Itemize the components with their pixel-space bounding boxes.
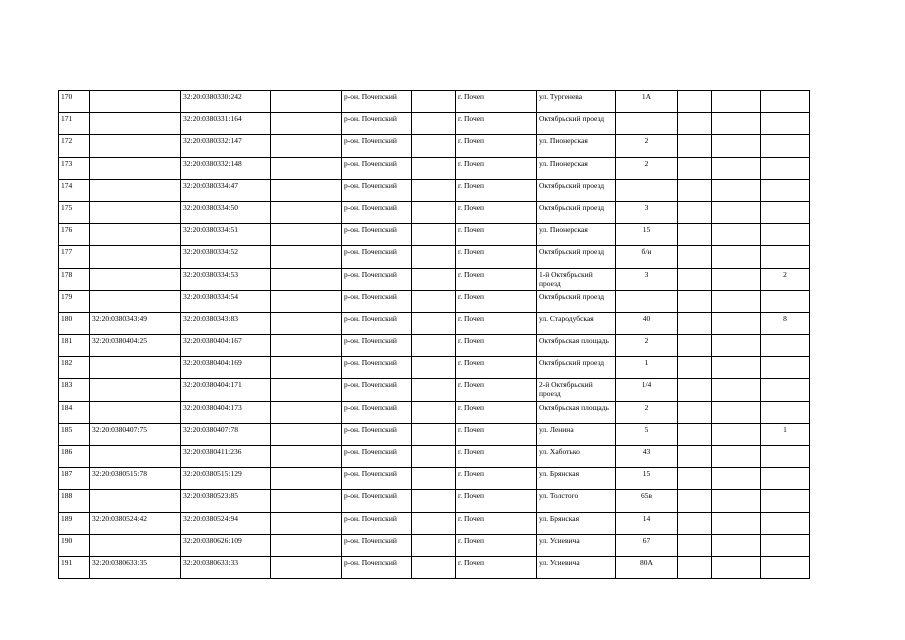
previous-cadastral-number-cell bbox=[90, 135, 181, 157]
street-cell: Октябрьская площадь bbox=[537, 401, 616, 423]
table-row bbox=[59, 91, 810, 113]
house-number-cell: 2 bbox=[616, 401, 678, 423]
table-row bbox=[59, 401, 810, 423]
extra-value-cell bbox=[761, 179, 810, 201]
empty-cell bbox=[271, 379, 342, 401]
row-number-cell: 189 bbox=[59, 512, 90, 534]
empty-cell bbox=[271, 512, 342, 534]
house-number-cell: 1/4 bbox=[616, 379, 678, 401]
row-number-cell: 178 bbox=[59, 268, 90, 290]
empty-cell bbox=[712, 423, 761, 445]
row-number-cell: 171 bbox=[59, 113, 90, 135]
extra-value-cell bbox=[761, 490, 810, 512]
previous-cadastral-number-cell: 32:20:0380407:75 bbox=[90, 423, 181, 445]
street-cell: ул. Пионерская bbox=[537, 224, 616, 246]
district-cell: р-он. Почепский bbox=[342, 379, 412, 401]
empty-cell bbox=[271, 335, 342, 357]
empty-cell bbox=[712, 335, 761, 357]
empty-cell bbox=[412, 468, 456, 490]
empty-cell bbox=[712, 401, 761, 423]
empty-cell bbox=[412, 201, 456, 223]
empty-cell bbox=[412, 268, 456, 290]
empty-cell bbox=[678, 468, 712, 490]
previous-cadastral-number-cell bbox=[90, 290, 181, 312]
empty-cell bbox=[678, 446, 712, 468]
empty-cell bbox=[412, 401, 456, 423]
cadastral-number-cell: 32:20:0380334:47 bbox=[181, 179, 271, 201]
empty-cell bbox=[412, 556, 456, 578]
empty-cell bbox=[412, 534, 456, 556]
street-cell: Октябрьская площадь bbox=[537, 335, 616, 357]
empty-cell bbox=[412, 512, 456, 534]
house-number-cell: 15 bbox=[616, 224, 678, 246]
empty-cell bbox=[712, 290, 761, 312]
street-cell: ул. Брянская bbox=[537, 512, 616, 534]
extra-value-cell: 8 bbox=[761, 312, 810, 334]
town-cell: г. Почеп bbox=[456, 290, 537, 312]
empty-cell bbox=[271, 401, 342, 423]
previous-cadastral-number-cell: 32:20:0380524:42 bbox=[90, 512, 181, 534]
empty-cell bbox=[712, 246, 761, 268]
row-number-cell: 173 bbox=[59, 157, 90, 179]
house-number-cell bbox=[616, 179, 678, 201]
empty-cell bbox=[271, 556, 342, 578]
empty-cell bbox=[271, 224, 342, 246]
cadastral-number-cell: 32:20:0380404:167 bbox=[181, 335, 271, 357]
previous-cadastral-number-cell bbox=[90, 224, 181, 246]
cadastral-number-cell: 32:20:0380330:242 bbox=[181, 91, 271, 113]
town-cell: г. Почеп bbox=[456, 357, 537, 379]
cadastral-number-cell: 32:20:0380404:171 bbox=[181, 379, 271, 401]
empty-cell bbox=[678, 179, 712, 201]
row-number-cell: 183 bbox=[59, 379, 90, 401]
cadastral-number-cell: 32:20:0380411:236 bbox=[181, 446, 271, 468]
empty-cell bbox=[412, 113, 456, 135]
district-cell: р-он. Почепский bbox=[342, 91, 412, 113]
house-number-cell: 1А bbox=[616, 91, 678, 113]
cadastral-number-cell: 32:20:0380343:83 bbox=[181, 312, 271, 334]
empty-cell bbox=[412, 490, 456, 512]
empty-cell bbox=[712, 135, 761, 157]
row-number-cell: 187 bbox=[59, 468, 90, 490]
table-row bbox=[59, 468, 810, 490]
table-row bbox=[59, 268, 810, 290]
extra-value-cell bbox=[761, 468, 810, 490]
house-number-cell: 3 bbox=[616, 268, 678, 290]
empty-cell bbox=[712, 179, 761, 201]
row-number-cell: 182 bbox=[59, 357, 90, 379]
empty-cell bbox=[712, 312, 761, 334]
empty-cell bbox=[271, 113, 342, 135]
empty-cell bbox=[678, 91, 712, 113]
row-number-cell: 190 bbox=[59, 534, 90, 556]
street-cell: Октябрьский проезд bbox=[537, 357, 616, 379]
town-cell: г. Почеп bbox=[456, 379, 537, 401]
district-cell: р-он. Почепский bbox=[342, 224, 412, 246]
extra-value-cell: 1 bbox=[761, 423, 810, 445]
empty-cell bbox=[712, 157, 761, 179]
district-cell: р-он. Почепский bbox=[342, 468, 412, 490]
empty-cell bbox=[712, 446, 761, 468]
town-cell: г. Почеп bbox=[456, 224, 537, 246]
empty-cell bbox=[678, 490, 712, 512]
house-number-cell: 2 bbox=[616, 335, 678, 357]
street-cell: 1-й Октябрьский проезд bbox=[537, 268, 616, 290]
row-number-cell: 177 bbox=[59, 246, 90, 268]
empty-cell bbox=[412, 446, 456, 468]
previous-cadastral-number-cell: 32:20:0380404:25 bbox=[90, 335, 181, 357]
row-number-cell: 181 bbox=[59, 335, 90, 357]
cadastral-number-cell: 32:20:0380515:129 bbox=[181, 468, 271, 490]
empty-cell bbox=[412, 135, 456, 157]
district-cell: р-он. Почепский bbox=[342, 446, 412, 468]
cadastral-number-cell: 32:20:0380524:94 bbox=[181, 512, 271, 534]
street-cell: Октябрьский проезд bbox=[537, 290, 616, 312]
town-cell: г. Почеп bbox=[456, 512, 537, 534]
cadastral-number-cell: 32:20:0380332:147 bbox=[181, 135, 271, 157]
district-cell: р-он. Почепский bbox=[342, 357, 412, 379]
town-cell: г. Почеп bbox=[456, 268, 537, 290]
house-number-cell: 80А bbox=[616, 556, 678, 578]
previous-cadastral-number-cell bbox=[90, 357, 181, 379]
empty-cell bbox=[678, 512, 712, 534]
street-cell: Октябрьский проезд bbox=[537, 179, 616, 201]
empty-cell bbox=[271, 157, 342, 179]
empty-cell bbox=[678, 357, 712, 379]
extra-value-cell bbox=[761, 512, 810, 534]
empty-cell bbox=[412, 423, 456, 445]
empty-cell bbox=[412, 157, 456, 179]
town-cell: г. Почеп bbox=[456, 201, 537, 223]
empty-cell bbox=[412, 179, 456, 201]
town-cell: г. Почеп bbox=[456, 335, 537, 357]
town-cell: г. Почеп bbox=[456, 179, 537, 201]
district-cell: р-он. Почепский bbox=[342, 201, 412, 223]
extra-value-cell bbox=[761, 113, 810, 135]
empty-cell bbox=[271, 91, 342, 113]
cadastral-number-cell: 32:20:0380334:54 bbox=[181, 290, 271, 312]
town-cell: г. Почеп bbox=[456, 157, 537, 179]
table-row bbox=[59, 246, 810, 268]
row-number-cell: 170 bbox=[59, 91, 90, 113]
street-cell: Октябрьский проезд bbox=[537, 246, 616, 268]
row-number-cell: 176 bbox=[59, 224, 90, 246]
empty-cell bbox=[271, 201, 342, 223]
empty-cell bbox=[678, 290, 712, 312]
previous-cadastral-number-cell: 32:20:0380343:49 bbox=[90, 312, 181, 334]
table-row bbox=[59, 490, 810, 512]
row-number-cell: 188 bbox=[59, 490, 90, 512]
empty-cell bbox=[271, 179, 342, 201]
district-cell: р-он. Почепский bbox=[342, 179, 412, 201]
street-cell: ул. Хаботько bbox=[537, 446, 616, 468]
empty-cell bbox=[678, 224, 712, 246]
empty-cell bbox=[712, 534, 761, 556]
row-number-cell: 172 bbox=[59, 135, 90, 157]
previous-cadastral-number-cell bbox=[90, 534, 181, 556]
empty-cell bbox=[271, 246, 342, 268]
street-cell: 2-й Октябрьский проезд bbox=[537, 379, 616, 401]
table-row bbox=[59, 113, 810, 135]
extra-value-cell bbox=[761, 556, 810, 578]
empty-cell bbox=[712, 468, 761, 490]
cadastral-number-cell: 32:20:0380626:109 bbox=[181, 534, 271, 556]
house-number-cell: 40 bbox=[616, 312, 678, 334]
street-cell: ул. Ленина bbox=[537, 423, 616, 445]
empty-cell bbox=[412, 379, 456, 401]
extra-value-cell bbox=[761, 534, 810, 556]
district-cell: р-он. Почепский bbox=[342, 401, 412, 423]
cadastral-number-cell: 32:20:0380331:164 bbox=[181, 113, 271, 135]
empty-cell bbox=[271, 423, 342, 445]
street-cell: ул. Пионерская bbox=[537, 157, 616, 179]
empty-cell bbox=[412, 335, 456, 357]
house-number-cell: 3 bbox=[616, 201, 678, 223]
empty-cell bbox=[412, 246, 456, 268]
row-number-cell: 180 bbox=[59, 312, 90, 334]
empty-cell bbox=[712, 512, 761, 534]
table-row bbox=[59, 224, 810, 246]
district-cell: р-он. Почепский bbox=[342, 312, 412, 334]
extra-value-cell bbox=[761, 246, 810, 268]
town-cell: г. Почеп bbox=[456, 423, 537, 445]
table-row bbox=[59, 312, 810, 334]
empty-cell bbox=[712, 357, 761, 379]
empty-cell bbox=[678, 379, 712, 401]
cadastral-number-cell: 32:20:0380404:169 bbox=[181, 357, 271, 379]
previous-cadastral-number-cell bbox=[90, 401, 181, 423]
previous-cadastral-number-cell bbox=[90, 490, 181, 512]
town-cell: г. Почеп bbox=[456, 446, 537, 468]
town-cell: г. Почеп bbox=[456, 534, 537, 556]
district-cell: р-он. Почепский bbox=[342, 290, 412, 312]
town-cell: г. Почеп bbox=[456, 401, 537, 423]
row-number-cell: 186 bbox=[59, 446, 90, 468]
extra-value-cell bbox=[761, 335, 810, 357]
empty-cell bbox=[412, 290, 456, 312]
street-cell: ул. Брянская bbox=[537, 468, 616, 490]
empty-cell bbox=[678, 312, 712, 334]
empty-cell bbox=[712, 556, 761, 578]
extra-value-cell bbox=[761, 91, 810, 113]
district-cell: р-он. Почепский bbox=[342, 113, 412, 135]
previous-cadastral-number-cell bbox=[90, 157, 181, 179]
previous-cadastral-number-cell bbox=[90, 91, 181, 113]
previous-cadastral-number-cell bbox=[90, 268, 181, 290]
table-row bbox=[59, 379, 810, 401]
cadastral-number-cell: 32:20:0380334:52 bbox=[181, 246, 271, 268]
empty-cell bbox=[678, 335, 712, 357]
table-row bbox=[59, 534, 810, 556]
town-cell: г. Почеп bbox=[456, 246, 537, 268]
empty-cell bbox=[678, 401, 712, 423]
town-cell: г. Почеп bbox=[456, 135, 537, 157]
empty-cell bbox=[678, 246, 712, 268]
empty-cell bbox=[271, 534, 342, 556]
district-cell: р-он. Почепский bbox=[342, 157, 412, 179]
street-cell: ул. Усиевича bbox=[537, 556, 616, 578]
extra-value-cell bbox=[761, 401, 810, 423]
empty-cell bbox=[271, 468, 342, 490]
table-row bbox=[59, 556, 810, 578]
street-cell: ул. Тургенева bbox=[537, 91, 616, 113]
row-number-cell: 185 bbox=[59, 423, 90, 445]
empty-cell bbox=[678, 157, 712, 179]
extra-value-cell bbox=[761, 201, 810, 223]
town-cell: г. Почеп bbox=[456, 490, 537, 512]
empty-cell bbox=[678, 423, 712, 445]
district-cell: р-он. Почепский bbox=[342, 135, 412, 157]
district-cell: р-он. Почепский bbox=[342, 423, 412, 445]
cadastral-number-cell: 32:20:0380404:173 bbox=[181, 401, 271, 423]
street-cell: ул. Толстого bbox=[537, 490, 616, 512]
street-cell: Октябрьский проезд bbox=[537, 201, 616, 223]
cadastral-number-cell: 32:20:0380523:85 bbox=[181, 490, 271, 512]
table-row bbox=[59, 135, 810, 157]
extra-value-cell bbox=[761, 157, 810, 179]
town-cell: г. Почеп bbox=[456, 113, 537, 135]
table-row bbox=[59, 157, 810, 179]
extra-value-cell bbox=[761, 446, 810, 468]
house-number-cell: 14 bbox=[616, 512, 678, 534]
empty-cell bbox=[271, 446, 342, 468]
empty-cell bbox=[712, 268, 761, 290]
empty-cell bbox=[678, 135, 712, 157]
empty-cell bbox=[271, 357, 342, 379]
house-number-cell: 2 bbox=[616, 135, 678, 157]
house-number-cell: 65в bbox=[616, 490, 678, 512]
cadastral-number-cell: 32:20:0380334:53 bbox=[181, 268, 271, 290]
street-cell: ул. Стародубская bbox=[537, 312, 616, 334]
extra-value-cell bbox=[761, 379, 810, 401]
previous-cadastral-number-cell: 32:20:0380515:78 bbox=[90, 468, 181, 490]
table-row bbox=[59, 423, 810, 445]
row-number-cell: 179 bbox=[59, 290, 90, 312]
row-number-cell: 175 bbox=[59, 201, 90, 223]
previous-cadastral-number-cell bbox=[90, 446, 181, 468]
empty-cell bbox=[412, 91, 456, 113]
empty-cell bbox=[412, 312, 456, 334]
house-number-cell: 1 bbox=[616, 357, 678, 379]
extra-value-cell: 2 bbox=[761, 268, 810, 290]
district-cell: р-он. Почепский bbox=[342, 268, 412, 290]
registry-table-body bbox=[59, 91, 810, 579]
cadastral-number-cell: 32:20:0380407:78 bbox=[181, 423, 271, 445]
empty-cell bbox=[271, 490, 342, 512]
house-number-cell bbox=[616, 113, 678, 135]
town-cell: г. Почеп bbox=[456, 312, 537, 334]
district-cell: р-он. Почепский bbox=[342, 335, 412, 357]
cadastral-registry-table bbox=[58, 90, 810, 579]
row-number-cell: 184 bbox=[59, 401, 90, 423]
empty-cell bbox=[678, 113, 712, 135]
extra-value-cell bbox=[761, 290, 810, 312]
house-number-cell: 2 bbox=[616, 157, 678, 179]
cadastral-number-cell: 32:20:0380332:148 bbox=[181, 157, 271, 179]
house-number-cell: 5 bbox=[616, 423, 678, 445]
row-number-cell: 191 bbox=[59, 556, 90, 578]
empty-cell bbox=[271, 290, 342, 312]
empty-cell bbox=[678, 534, 712, 556]
extra-value-cell bbox=[761, 135, 810, 157]
empty-cell bbox=[271, 268, 342, 290]
district-cell: р-он. Почепский bbox=[342, 556, 412, 578]
table-row bbox=[59, 290, 810, 312]
cadastral-number-cell: 32:20:0380633:33 bbox=[181, 556, 271, 578]
table-row bbox=[59, 446, 810, 468]
district-cell: р-он. Почепский bbox=[342, 490, 412, 512]
empty-cell bbox=[712, 91, 761, 113]
empty-cell bbox=[712, 379, 761, 401]
table-row bbox=[59, 512, 810, 534]
empty-cell bbox=[712, 113, 761, 135]
street-cell: ул. Усиевича bbox=[537, 534, 616, 556]
empty-cell bbox=[678, 556, 712, 578]
previous-cadastral-number-cell bbox=[90, 201, 181, 223]
house-number-cell: 43 bbox=[616, 446, 678, 468]
cadastral-number-cell: 32:20:0380334:50 bbox=[181, 201, 271, 223]
district-cell: р-он. Почепский bbox=[342, 512, 412, 534]
empty-cell bbox=[712, 201, 761, 223]
cadastral-number-cell: 32:20:0380334:51 bbox=[181, 224, 271, 246]
district-cell: р-он. Почепский bbox=[342, 246, 412, 268]
town-cell: г. Почеп bbox=[456, 556, 537, 578]
extra-value-cell bbox=[761, 224, 810, 246]
empty-cell bbox=[712, 490, 761, 512]
empty-cell bbox=[712, 224, 761, 246]
district-cell: р-он. Почепский bbox=[342, 534, 412, 556]
previous-cadastral-number-cell bbox=[90, 113, 181, 135]
table-row bbox=[59, 335, 810, 357]
empty-cell bbox=[678, 268, 712, 290]
row-number-cell: 174 bbox=[59, 179, 90, 201]
table-row bbox=[59, 201, 810, 223]
empty-cell bbox=[271, 312, 342, 334]
extra-value-cell bbox=[761, 357, 810, 379]
empty-cell bbox=[271, 135, 342, 157]
table-row bbox=[59, 179, 810, 201]
previous-cadastral-number-cell bbox=[90, 179, 181, 201]
street-cell: ул. Пионерская bbox=[537, 135, 616, 157]
street-cell: Октябрьский проезд bbox=[537, 113, 616, 135]
table-row bbox=[59, 357, 810, 379]
empty-cell bbox=[678, 201, 712, 223]
empty-cell bbox=[412, 357, 456, 379]
empty-cell bbox=[412, 224, 456, 246]
previous-cadastral-number-cell bbox=[90, 246, 181, 268]
house-number-cell bbox=[616, 290, 678, 312]
previous-cadastral-number-cell: 32:20:0380633:35 bbox=[90, 556, 181, 578]
previous-cadastral-number-cell bbox=[90, 379, 181, 401]
town-cell: г. Почеп bbox=[456, 91, 537, 113]
house-number-cell: 15 bbox=[616, 468, 678, 490]
house-number-cell: б/н bbox=[616, 246, 678, 268]
house-number-cell: 67 bbox=[616, 534, 678, 556]
town-cell: г. Почеп bbox=[456, 468, 537, 490]
